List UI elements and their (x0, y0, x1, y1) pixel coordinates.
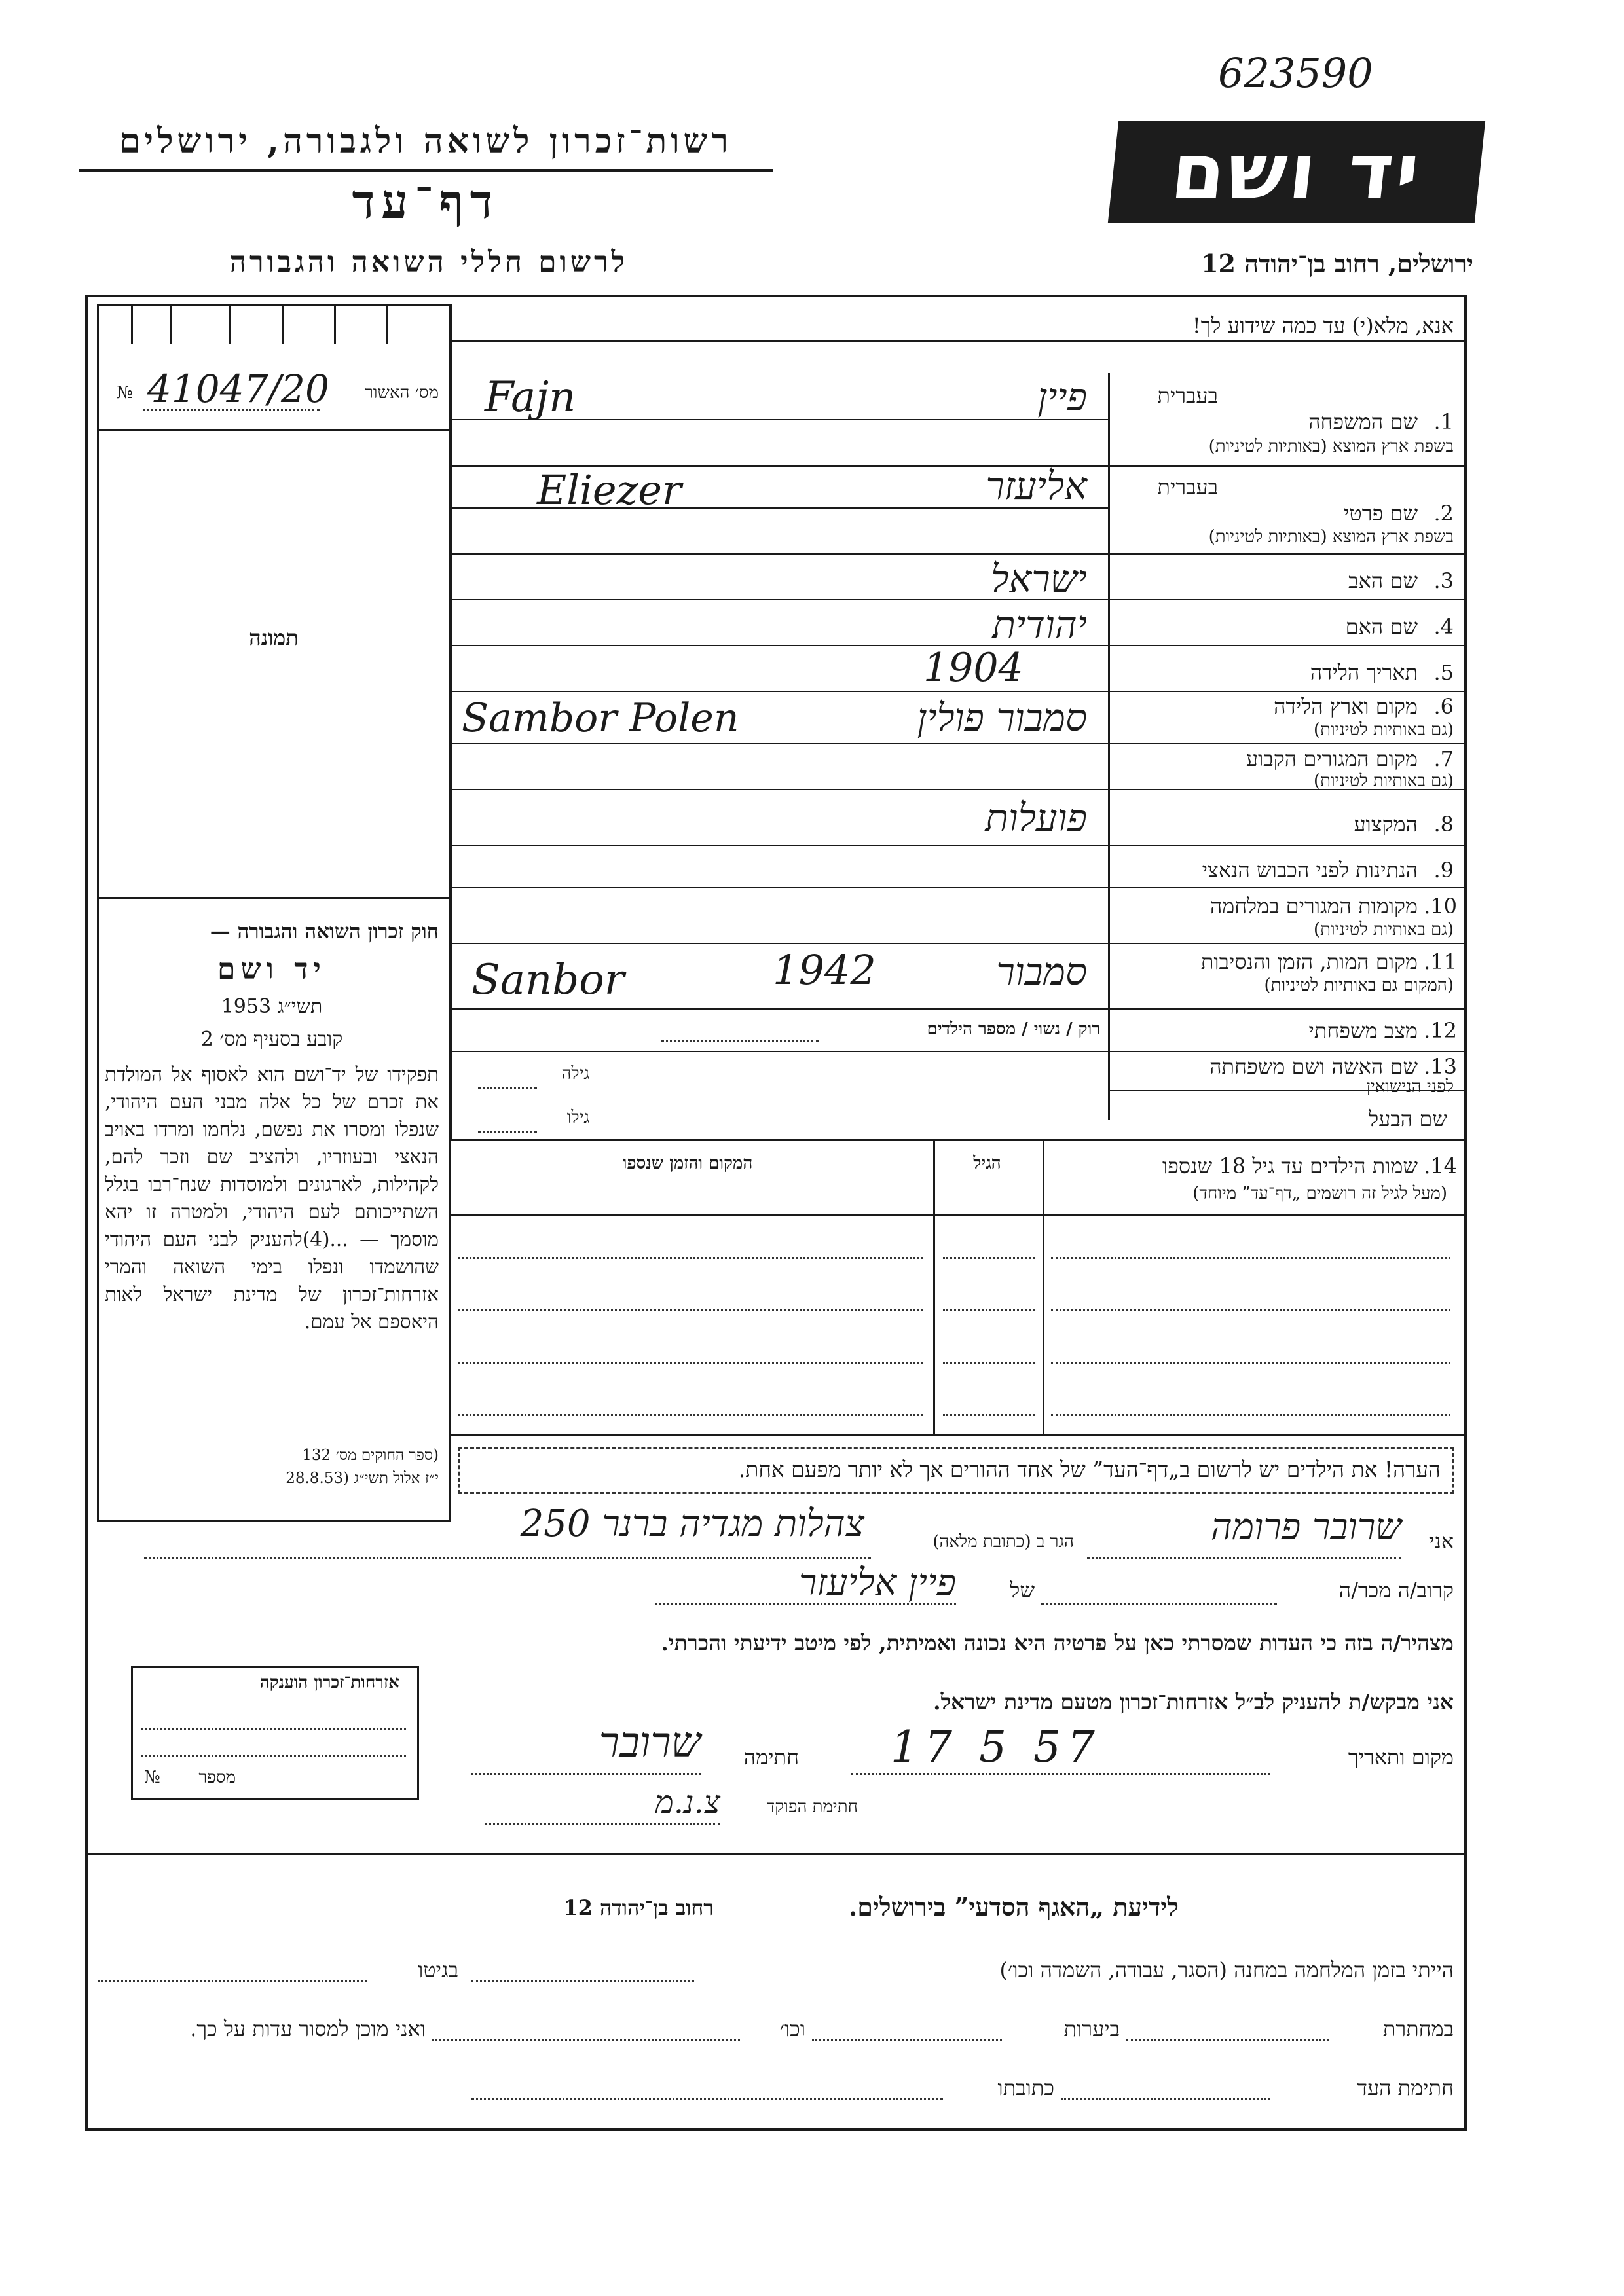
field-2-value-latin: Eliezer (537, 466, 682, 514)
row-line (451, 943, 1467, 944)
law-divider (97, 897, 451, 899)
field-12-dotline (661, 1040, 819, 1042)
field-13-num: 13. (1424, 1054, 1457, 1079)
address-header: ירושלים, רחוב בן־יהודה 12 (1201, 249, 1473, 278)
tick (282, 304, 284, 344)
declarant-name: שרובר פרומה (1211, 1506, 1401, 1548)
field-12-num: 12. (1424, 1018, 1457, 1043)
footer-address: כתובתו (997, 2075, 1054, 2100)
form-title: דף־עד (352, 173, 500, 229)
children-row (943, 1257, 1035, 1259)
values-left-border (451, 304, 452, 1139)
husband-age-label: גילו (566, 1108, 589, 1127)
children-col-divider (933, 1139, 935, 1434)
field-4-value-he: יהודית (992, 602, 1087, 647)
citizenship-dotline (141, 1755, 406, 1757)
footer-witness-sign: חתימת העד (1357, 2075, 1454, 2100)
row-line (451, 743, 1467, 744)
field-3-value-he: ישראל (991, 556, 1087, 601)
footer-hiding-dotline (1126, 2039, 1329, 2041)
children-row (943, 1414, 1035, 1416)
field-9-num: 9. (1433, 858, 1454, 883)
relative-label: קרוב/ה מכר/ה (1338, 1578, 1454, 1603)
footer-camp-dotline (471, 1980, 694, 1982)
field-1-num: 1. (1433, 409, 1454, 434)
field-1-label: שם המשפחה (1308, 409, 1418, 434)
approval-symbol: № (117, 383, 133, 403)
footer-heading: לידיעת „האגף הסדעי” בירושלים. (848, 1892, 1179, 1922)
field-1-tag: בעברית (1157, 383, 1218, 408)
law-name: יד ושם (217, 953, 326, 986)
law-clause: קובע בסעיף מס׳ 2 (200, 1028, 343, 1051)
footer-hiding: במחתרת (1382, 2016, 1454, 2041)
tick (229, 304, 231, 344)
children-bottom-line (451, 1434, 1467, 1436)
citizenship-symbol: № (144, 1768, 160, 1787)
children-age-header: הגיל (973, 1154, 1001, 1173)
law-source-1: (ספר החוקים מס׳ 132 (302, 1447, 439, 1464)
field-2-sub: בשפת ארץ המוצא (באותיות לטיניות) (1208, 527, 1454, 547)
of-label: של (1010, 1578, 1035, 1603)
statement-text: מצהיר/ה בזה כי העדות שמסרתי כאן על פרטיה היא נכונה ואמיתית, לפי מיטב ידיעתי והכרתי. (661, 1630, 1454, 1656)
field-12-label: מצב משפחתי (1308, 1018, 1418, 1043)
field-5-value: 1904 (923, 645, 1024, 691)
field-6-sub: (גם באותיות לטיניות) (1313, 720, 1454, 740)
labels-divider (1108, 373, 1110, 1120)
intro-underline (451, 340, 1467, 342)
footer-etc-dotline (432, 2039, 740, 2041)
field-10-label: מקומות המגורים במלחמה (1209, 894, 1418, 919)
approval-value: 41047/20 (147, 367, 329, 411)
field-4-num: 4. (1433, 614, 1454, 639)
sign-label: חתימה (743, 1745, 799, 1770)
declarant-address-dotline (144, 1557, 871, 1559)
declarant-name-dotline (1087, 1557, 1401, 1559)
field-8-num: 8. (1433, 812, 1454, 837)
footer-heading-addr: רחוב בן־יהודה 12 (563, 1895, 714, 1920)
field-11-label: מקום המות, הזמן והנסיבות (1200, 949, 1418, 974)
sign-value: שרובר (599, 1719, 701, 1767)
footer-etc: וכו׳ (779, 2016, 805, 2041)
children-row (943, 1309, 1035, 1311)
row-line (451, 845, 1467, 846)
footer-ghetto: בגיטו (418, 1958, 458, 1982)
footer-divider (85, 1853, 1467, 1855)
footer-line1: הייתי בזמן המלחמה במחנה (הסגר, עבודה, השמדה וכו׳) (999, 1958, 1454, 1982)
children-row (1051, 1362, 1450, 1364)
field-2-tag: בעברית (1157, 475, 1218, 500)
children-row (1051, 1309, 1450, 1311)
form-subtitle: לרשום חללי השואה והגבורה (229, 246, 629, 279)
intro-text: אנא, מלא(י) עד כמה שידוע לך! (1192, 313, 1454, 338)
children-row (1051, 1414, 1450, 1416)
row-line (451, 691, 1467, 692)
field-11-value-latin: Sanbor (471, 956, 625, 1004)
logo-text: יד ושם (1167, 126, 1426, 217)
field-5-num: 5. (1433, 660, 1454, 685)
note-text: הערה! את הילדים יש לרשום ב„דף־העד” של אחד ההורים אך לא יותר מפעם אחת. (738, 1457, 1441, 1482)
date-dotline (851, 1773, 1270, 1775)
citizenship-title: אזרחות־זכרון הוענקה (259, 1673, 399, 1692)
field-4-label: שם האם (1345, 614, 1418, 639)
field-6-value-latin: Sambor Polen (462, 695, 739, 741)
field-10-num: 10. (1424, 894, 1457, 919)
archive-number: 623590 (1218, 49, 1373, 97)
field-13-age-dotline (478, 1087, 537, 1089)
photo-column (97, 304, 451, 1522)
field-10-sub: (גם באותיות לטיניות) (1313, 920, 1454, 939)
field-13-age-label: גילה (561, 1064, 589, 1084)
field-1-value-latin: Fajn (485, 373, 576, 422)
children-header-line (451, 1214, 1467, 1216)
field-13-sub: לפני הנישואין (1366, 1077, 1454, 1097)
field-11-num: 11. (1424, 949, 1457, 974)
field-11-value-he: סמבור (996, 949, 1087, 994)
children-num: 14. (1424, 1154, 1457, 1178)
tick (386, 304, 388, 344)
children-row (458, 1257, 923, 1259)
footer-forests-dotline (812, 2039, 1002, 2041)
date-label: מקום ותאריך (1348, 1745, 1454, 1770)
declarant-lives-label: הגר ב (כתובת מלאה) (932, 1532, 1074, 1552)
husband-label: שם הבעל (1369, 1106, 1447, 1131)
footer-ghetto-dotline (98, 1980, 367, 1982)
row-line (451, 1008, 1467, 1010)
declarant-i-label: אני (1429, 1529, 1454, 1554)
field-7-num: 7. (1433, 746, 1454, 771)
tick (334, 304, 336, 344)
footer-witness-dotline (1061, 2098, 1270, 2100)
sign-dotline (471, 1773, 701, 1775)
field-9-label: הנתינות לפני הכבוש הנאצי (1202, 858, 1418, 883)
children-sub: (מעל לגיל זה רושמים „דף־עד” מיוחד) (1192, 1184, 1447, 1203)
field-2-num: 2. (1433, 501, 1454, 526)
field-8-value-he: פועלות (985, 795, 1087, 840)
field-8-label: המקצוע (1354, 812, 1418, 837)
header-underline (79, 169, 773, 172)
children-row (458, 1309, 923, 1311)
tick (170, 304, 172, 344)
row-line (451, 553, 1467, 555)
field-12-options: רוק / נשוי / מספר הילדים (927, 1019, 1100, 1039)
field-11-sub: (המקום גם באותיות לטיניות) (1264, 975, 1454, 995)
field-1-sub: בשפת ארץ המוצא (באותיות לטיניות) (1208, 437, 1454, 456)
authority-line: רשות־זכרון לשואה ולגבורה, ירושלים (119, 121, 732, 161)
approval-dotline (143, 409, 320, 411)
law-body: תפקידו של יד־ושם הוא לאסוף אל המולדת את זכרם של כל אלה מבני העם היהודי, שנפלו ומסרו את נפשם, נלחמו ומרדו באויב הנאצי ובעוזריו, ולהציב שם וזכר להם, לקהילות, לארגונים ולמוסדות שנח־רבו בגלל השתייכותם לעם היהודי, ולמטרה זו יהא מוסמך — ...(4)להעניק לבני העם היהודי שהושמדו ונפלו בימי השואה והמרי אזרחות־זכרון של מדינת ישראל לאות היאספם אל עמם. (105, 1063, 439, 1333)
children-place-header: המקום והזמן שנספו (622, 1154, 753, 1173)
request-text: אני מבקש/ת להעניק לב״ל אזרחות־זכרון מטעם מדינת ישראל. (933, 1689, 1454, 1715)
yad-vashem-logo (1108, 121, 1485, 223)
date-value: 17 5 57 (891, 1722, 1101, 1772)
of-value: פיין אליעזר (798, 1561, 956, 1604)
field-1-value-he: פיין (1037, 374, 1087, 419)
field-5-label: תאריך הלידה (1310, 660, 1418, 685)
field-6-num: 6. (1433, 694, 1454, 719)
field-7-label: מקום המגורים הקבוע (1246, 746, 1418, 771)
children-row (1051, 1257, 1450, 1259)
relative-dotline (1041, 1603, 1277, 1605)
field-7-sub: (גם באותיות לטיניות) (1313, 771, 1454, 791)
footer-forests: ביערות (1063, 2016, 1120, 2041)
tick (131, 304, 133, 344)
footer-ready: ואני מוכן למסור עדות על כך. (190, 2016, 426, 2041)
children-row (458, 1362, 923, 1364)
children-row (943, 1362, 1035, 1364)
children-row (458, 1414, 923, 1416)
field-13-label: שם האשה ושם משפחתה (1209, 1054, 1418, 1079)
law-title: חוק זכרון השואה והגבורה — (210, 920, 439, 943)
official-dotline (485, 1823, 720, 1825)
photo-column-divider (97, 429, 451, 431)
row-line (451, 887, 1467, 888)
law-source-2: י״ז אלול תשי״ג (28.8.53 (286, 1470, 439, 1487)
field-6-label: מקום וארץ הלידה (1274, 694, 1418, 719)
declarant-address: צהלות מגדיה ברנר 250 (520, 1503, 864, 1545)
field-2-value-he: אליעזר (986, 464, 1087, 508)
row-line (451, 1051, 1467, 1052)
field-3-label: שם האב (1348, 568, 1418, 593)
field-6-value-he: סמבור פולין (917, 695, 1087, 740)
official-value: צ.נ.מ (655, 1784, 720, 1821)
field-2-label: שם פרטי (1344, 501, 1418, 526)
field-11-value-year: 1942 (773, 946, 876, 994)
children-label: שמות הילדים עד גיל 18 שנספו (1162, 1154, 1418, 1178)
citizenship-dotline (141, 1728, 406, 1730)
field-3-num: 3. (1433, 568, 1454, 593)
row-line (451, 1139, 1467, 1141)
citizenship-number-label: מספר (198, 1768, 236, 1787)
children-col-divider (1043, 1139, 1044, 1434)
approval-label: מס׳ האשור (365, 383, 439, 403)
husband-age-dotline (478, 1131, 537, 1133)
photo-label: תמונה (249, 625, 299, 650)
official-label: חתימת הפוקד (766, 1797, 858, 1817)
footer-address-dotline (471, 2098, 943, 2100)
of-dotline (655, 1603, 956, 1605)
law-year: תשי״ג 1953 (221, 995, 323, 1018)
